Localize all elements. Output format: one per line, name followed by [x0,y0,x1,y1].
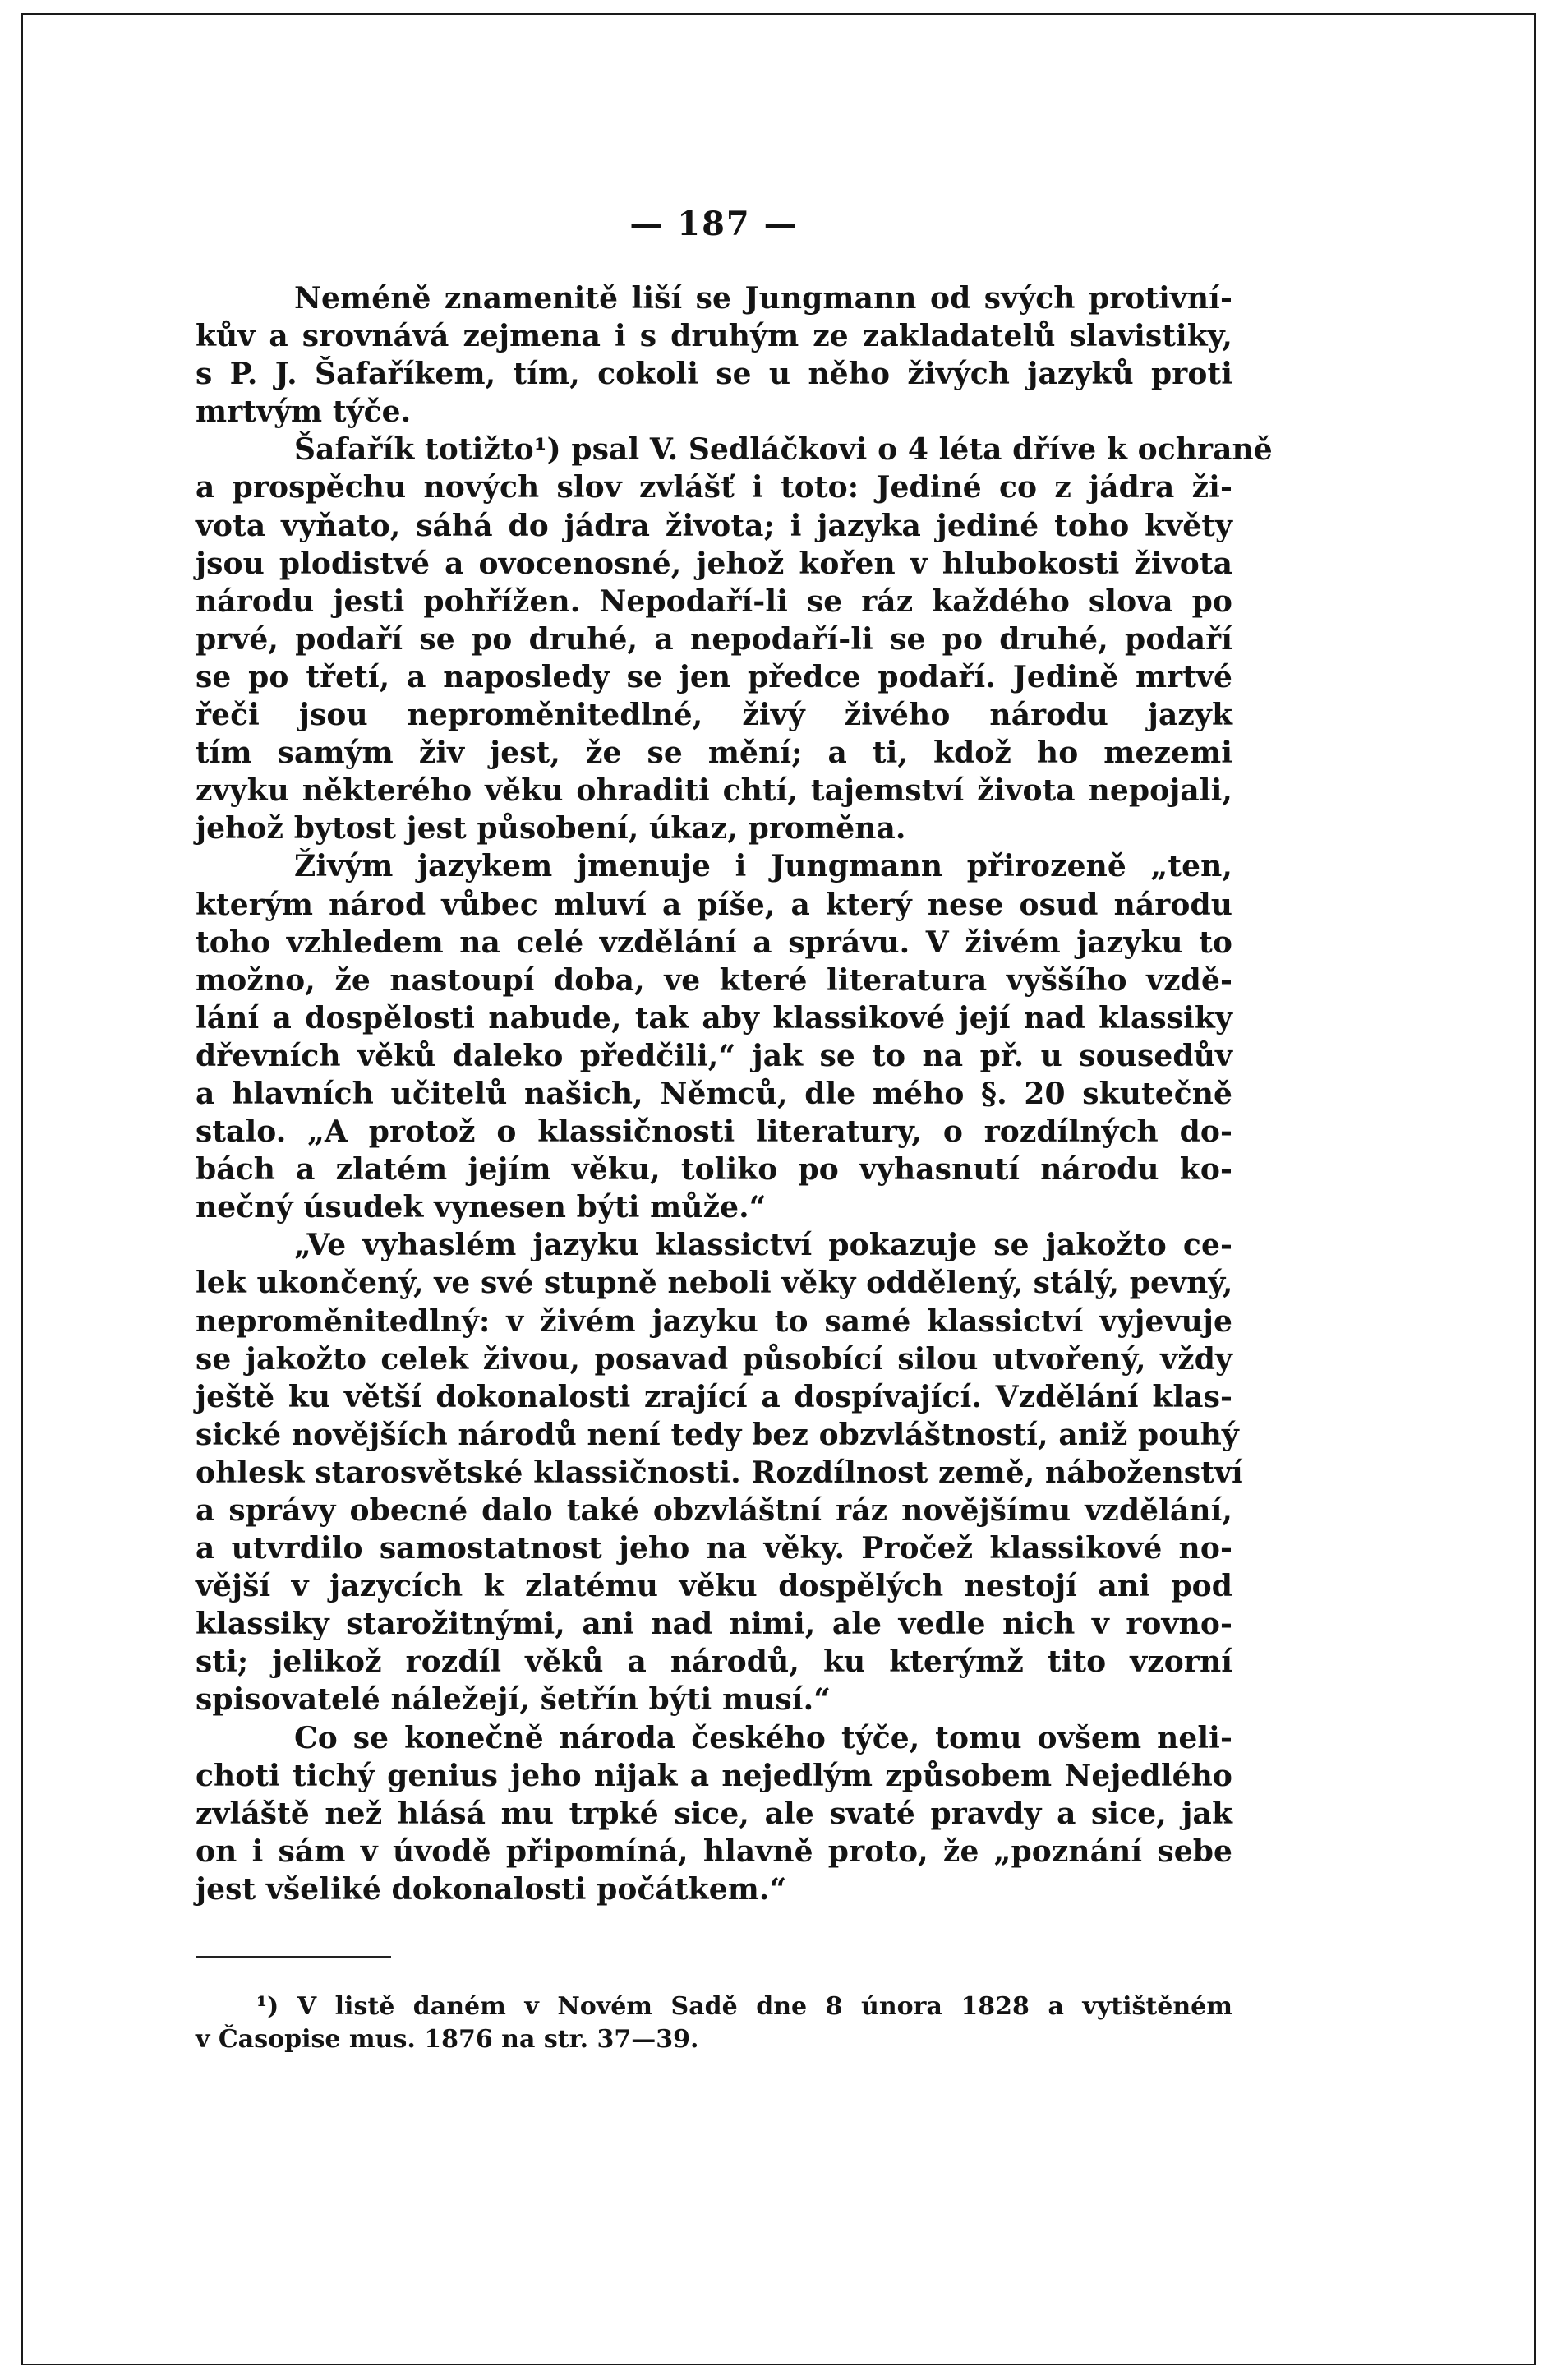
text-line: jehož bytost jest působení, úkaz, proměna. [196,811,906,846]
paragraph-2 [196,431,1273,847]
text-line: ohlesk starosvětské klassičnosti. Rozdílnost země, náboženství [196,1455,1243,1490]
text-line: a hlavních učitelů našich, Němců, dle mého §. 20 skutečně [196,1076,1232,1111]
text-line: Živým jazykem jmenuje i Jungmann přirozeně „ten, [294,849,1232,884]
text-line: kův a srovnává zejmena i s druhým ze zakladatelů slavistiky, [196,319,1232,354]
text-line: on i sám v úvodě připomíná, hlavně proto, že „poznání sebe [196,1833,1232,1869]
paragraph-4 [196,1226,1243,1718]
text-column [196,205,1273,2056]
text-line: zvyku některého věku ohraditi chtí, tajemství života nepojali, [196,773,1232,809]
text-line: klassiky starožitnými, ani nad nimi, ale vedle nich v rovno- [196,1607,1232,1642]
paragraph-5 [196,1719,1232,1908]
text-line: lání a dospělosti nabude, tak aby klassikové její nad klassiky [196,1000,1232,1035]
text-line: dřevních věků daleko předčili,“ jak se to na př. u sousedův [196,1038,1232,1073]
text-line: neproměnitedlný: v živém jazyku to samé klassictví vyjevuje [196,1303,1232,1339]
text-line: choti tichý genius jeho nijak a nejedlým způsobem Nejedlého [196,1758,1232,1793]
text-line: stalo. „A protož o klassičnosti literatury, o rozdílných do- [196,1114,1232,1150]
page-number: — 187 — [629,205,799,243]
text-line: nečný úsudek vynesen býti může.“ [196,1190,767,1225]
text-line: „Ve vyhaslém jazyku klassictví pokazuje se jakožto ce- [294,1228,1232,1263]
text-line: se po třetí, a naposledy se jen předce podaří. Jedině mrtvé [196,659,1232,694]
text-line: Neméně znamenitě liší se Jungmann od svých protivní- [294,281,1232,316]
text-line: ještě ku větší dokonalosti zrající a dospívající. Vzdělání klas- [196,1379,1232,1414]
text-line: spisovatelé náležejí, šetřín býti musí.“ [196,1682,831,1718]
text-line: s P. J. Šafaříkem, tím, cokoli se u něho živých jazyků proti [196,357,1232,392]
text-line: bách a zlatém jejím věku, toliko po vyhasnutí národu ko- [196,1152,1232,1188]
text-line: a prospěchu nových slov zvlášť i toto: Jediné co z jádra ži- [196,470,1232,505]
text-line: jsou plodistvé a ovocenosné, jehož kořen v hlubokosti života [196,546,1232,581]
footnote-line: v Časopise mus. 1876 na str. 37—39. [196,2025,699,2055]
text-line: se jakožto celek živou, posavad působící silou utvořený, vždy [196,1341,1232,1377]
text-line: prvé, podaří se po druhé, a nepodaří-li se po druhé, podaří [196,621,1232,657]
text-line: toho vzhledem na celé vzdělání a správu. V živém jazyku to [196,925,1232,960]
text-line: vější v jazycích k zlatému věku dospělých nestojí ani pod [196,1569,1232,1604]
text-line: sti; jelikož rozdíl věků a národů, ku kterýmž tito vzorní [196,1644,1232,1680]
paragraph-1 [196,279,1232,431]
paragraph-3 [196,847,1232,1226]
footnote [196,1990,1232,2056]
text-line: Co se konečně národa českého týče, tomu ovšem neli- [294,1720,1232,1755]
text-line: národu jesti pohřížen. Nepodaří-li se ráz každého slova po [196,583,1232,619]
text-line: lek ukončený, ve své stupně neboli věky oddělený, stálý, pevný, [196,1266,1233,1301]
footnote-line: ¹) V listě daném v Novém Sadě dne 8 února 1828 a vytištěném [256,1992,1232,2022]
text-line: jest všeliké dokonalosti počátkem.“ [196,1871,787,1907]
text-line: vota vyňato, sáhá do jádra života; i jazyka jediné toho květy [196,508,1232,543]
text-line: řeči jsou neproměnitedlné, živý živého národu jazyk [196,698,1232,733]
text-line: možno, že nastoupí doba, ve které literatura vyššího vzdě- [196,962,1232,998]
footnote-divider [196,1956,391,1958]
text-line: zvláště než hlásá mu trpké sice, ale svaté pravdy a sice, jak [196,1796,1232,1831]
text-line: a utvrdilo samostatnost jeho na věky. Pročež klassikové no- [196,1531,1232,1566]
text-line: a správy obecné dalo také obzvláštní ráz novějšímu vzdělání, [196,1493,1232,1528]
text-line: tím samým živ jest, že se mění; a ti, kdož ho mezemi [196,736,1232,771]
text-line: sické novějších národů není tedy bez obzvláštností, aniž pouhý [196,1417,1239,1452]
text-line: mrtvým týče. [196,394,412,430]
text-line: kterým národ vůbec mluví a píše, a který nese osud národu [196,887,1232,922]
text-line: Šafařík totižto¹) psal V. Sedláčkovi o 4 léta dříve k ochraně [294,432,1273,468]
